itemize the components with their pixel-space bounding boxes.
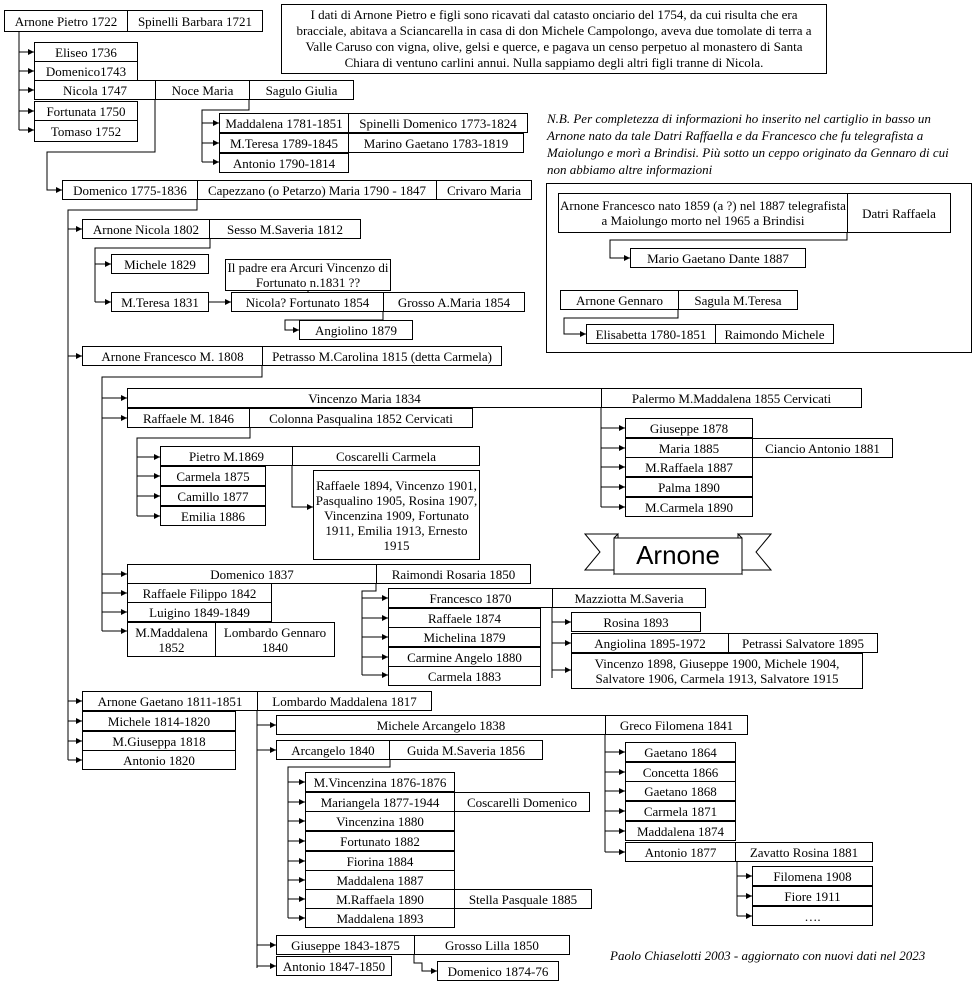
person-box-nicola-fortunato-1854: Nicola? Fortunato 1854 <box>231 292 384 312</box>
person-box-maddalena-1874: Maddalena 1874 <box>625 821 736 841</box>
person-box-marino-gaetano-1783-1819: Marino Gaetano 1783-1819 <box>348 133 524 153</box>
person-box-arcangelo-1840: Arcangelo 1840 <box>276 740 390 760</box>
person-box-maddalena-1781-1851: Maddalena 1781-1851 <box>219 113 349 133</box>
person-box-arnone-gennaro: Arnone Gennaro <box>560 290 679 310</box>
person-box-petrassi-salvatore-1895: Petrassi Salvatore 1895 <box>728 633 878 653</box>
catasto-note: I dati di Arnone Pietro e figli sono ricavati dal catasto onciario del 1754, da cui risulta che era bracciale, abitava a Sciancarella in casa di don Michele Campolongo, aveva due tomolate di terra a Valle Caruso con vigna, olive, gelsi e querce, e pagava un censo perpetuo al monastero di Santa Chiara di ventuno carlini annui. Nulla sappiamo degli altri figli tranne di Nicola. <box>281 4 827 74</box>
person-box-m-giuseppa-1818: M.Giuseppa 1818 <box>82 731 236 751</box>
person-box-stella-pasquale-1885: Stella Pasquale 1885 <box>454 889 592 909</box>
person-box-m-carmela-1890: M.Carmela 1890 <box>625 497 753 517</box>
person-box-antonio-1877: Antonio 1877 <box>625 842 736 862</box>
person-box-m-raffaela-1887: M.Raffaela 1887 <box>625 457 753 477</box>
person-box-vincenzo-maria-1834: Vincenzo Maria 1834 <box>127 388 602 408</box>
person-box-mazziotta-m-saveria: Mazziotta M.Saveria <box>552 588 706 608</box>
person-box-antonio-1820: Antonio 1820 <box>82 750 236 770</box>
person-box-fiore-1911: Fiore 1911 <box>752 886 873 906</box>
person-box-palermo-m-maddalena-1855-cervicati: Palermo M.Maddalena 1855 Cervicati <box>601 388 862 408</box>
person-box-giuseppe-1878: Giuseppe 1878 <box>625 418 753 438</box>
person-box-sagula-m-teresa: Sagula M.Teresa <box>678 290 798 310</box>
person-box-nicola-1747: Nicola 1747 <box>34 80 156 100</box>
person-box-grosso-lilla-1850: Grosso Lilla 1850 <box>414 935 570 955</box>
person-box-antonio-1790-1814: Antonio 1790-1814 <box>219 153 349 173</box>
person-box-m-teresa-1831: M.Teresa 1831 <box>111 292 209 312</box>
banner-title: Arnone <box>636 540 720 570</box>
credit-line: Paolo Chiaselotti 2003 - aggiornato con nuovi dati nel 2023 <box>610 948 926 963</box>
person-box-vincenzina-1880: Vincenzina 1880 <box>305 811 455 831</box>
person-box-michele-1814-1820: Michele 1814-1820 <box>82 711 236 731</box>
person-box-guida-m-saveria-1856: Guida M.Saveria 1856 <box>389 740 543 760</box>
person-box-filomena-1908: Filomena 1908 <box>752 866 873 886</box>
person-box-camillo-1877: Camillo 1877 <box>160 486 266 506</box>
person-box-carmela-1883: Carmela 1883 <box>388 666 541 686</box>
person-box-lombardo-maddalena-1817: Lombardo Maddalena 1817 <box>257 691 432 711</box>
person-box-maddalena-1893: Maddalena 1893 <box>305 908 455 928</box>
person-box-lombardo-gennaro-1840: Lombardo Gennaro 1840 <box>215 622 335 657</box>
person-box-pietro-m-1869: Pietro M.1869 <box>160 446 293 466</box>
person-box-fortunato-1882: Fortunato 1882 <box>305 831 455 851</box>
person-box-domenico-1874-76: Domenico 1874-76 <box>437 961 559 981</box>
person-box-spinelli-barbara-1721: Spinelli Barbara 1721 <box>127 10 263 32</box>
person-box-mariangela-1877-1944: Mariangela 1877-1944 <box>305 792 455 812</box>
person-box-raimondo-michele: Raimondo Michele <box>715 324 834 344</box>
person-box-m-raffaela-1890: M.Raffaela 1890 <box>305 889 455 909</box>
person-box-domenico-1837: Domenico 1837 <box>127 564 377 584</box>
person-box-spinelli-domenico-1773-1824: Spinelli Domenico 1773-1824 <box>348 113 528 133</box>
person-box-michele-1829: Michele 1829 <box>111 254 209 274</box>
person-box-sagulo-giulia: Sagulo Giulia <box>249 80 354 100</box>
person-box-carmela-1871: Carmela 1871 <box>625 801 736 821</box>
person-box-m-teresa-1789-1845: M.Teresa 1789-1845 <box>219 133 349 153</box>
person-box-arnone-francesco-m-1808: Arnone Francesco M. 1808 <box>82 346 263 366</box>
person-box-capezzano-o-petarzo-maria-1790-1847: Capezzano (o Petarzo) Maria 1790 - 1847 <box>197 180 437 200</box>
person-box-m-maddalena-1852: M.Maddalena 1852 <box>127 622 216 657</box>
person-box-colonna-pasqualina-1852-cervicati: Colonna Pasqualina 1852 Cervicati <box>249 408 473 428</box>
person-box-greco-filomena-1841: Greco Filomena 1841 <box>605 715 748 735</box>
person-box-sesso-m-saveria-1812: Sesso M.Saveria 1812 <box>209 219 361 239</box>
person-box-raffaele-1894-vincenzo-1901-pasqualino-1: Raffaele 1894, Vincenzo 1901, Pasqualino 1905, Rosina 1907, Vincenzina 1909, Fortunato 1911, Emilia 1913, Ernesto 1915 <box>313 470 480 560</box>
person-box-carmela-1875: Carmela 1875 <box>160 466 266 486</box>
person-box-raffaele-filippo-1842: Raffaele Filippo 1842 <box>127 583 272 603</box>
person-box-emilia-1886: Emilia 1886 <box>160 506 266 526</box>
person-box-m-vincenzina-1876-1876: M.Vincenzina 1876-1876 <box>305 772 455 792</box>
person-box-crivaro-maria: Crivaro Maria <box>436 180 532 200</box>
person-box-domenico1743: Domenico1743 <box>34 61 138 81</box>
person-box-domenico-1775-1836: Domenico 1775-1836 <box>62 180 198 200</box>
person-box-grosso-a-maria-1854: Grosso A.Maria 1854 <box>383 292 525 312</box>
person-box-tomaso-1752: Tomaso 1752 <box>34 120 138 142</box>
person-box-coscarelli-domenico: Coscarelli Domenico <box>454 792 590 812</box>
person-box-luigino-1849-1849: Luigino 1849-1849 <box>127 602 272 622</box>
person-box-francesco-1870: Francesco 1870 <box>388 588 553 608</box>
person-box-raffaele-m-1846: Raffaele M. 1846 <box>127 408 250 428</box>
person-box-michelina-1879: Michelina 1879 <box>388 627 541 647</box>
person-box-elisabetta-1780-1851: Elisabetta 1780-1851 <box>586 324 716 344</box>
person-box-maddalena-1887: Maddalena 1887 <box>305 870 455 890</box>
person-box-arnone-francesco-nato-1859-a-nel-1887-te: Arnone Francesco nato 1859 (a ?) nel 1887 telegrafista a Maiolungo morto nel 1965 a Brindisi <box>558 193 848 233</box>
person-box-arnone-nicola-1802: Arnone Nicola 1802 <box>82 219 210 239</box>
person-box-palma-1890: Palma 1890 <box>625 477 753 497</box>
person-box-gaetano-1864: Gaetano 1864 <box>625 742 736 762</box>
person-box-michele-arcangelo-1838: Michele Arcangelo 1838 <box>276 715 606 735</box>
person-box-mario-gaetano-dante-1887: Mario Gaetano Dante 1887 <box>630 248 806 268</box>
person-box-carmine-angelo-1880: Carmine Angelo 1880 <box>388 647 541 667</box>
person-box-eliseo-1736: Eliseo 1736 <box>34 42 138 62</box>
person-box-noce-maria: Noce Maria <box>155 80 250 100</box>
person-box-raffaele-1874: Raffaele 1874 <box>388 608 541 628</box>
person-box-datri-raffaela: Datri Raffaela <box>847 193 951 233</box>
person-box-gaetano-1868: Gaetano 1868 <box>625 781 736 801</box>
person-box-vincenzo-1898-giuseppe-1900-michele-1904: Vincenzo 1898, Giuseppe 1900, Michele 1904, Salvatore 1906, Carmela 1913, Salvatore 1915 <box>571 653 863 689</box>
person-box-ciancio-antonio-1881: Ciancio Antonio 1881 <box>752 438 893 458</box>
person-box-il-padre-era-arcuri-vincenzo-di-fortunat: Il padre era Arcuri Vincenzo di Fortunato n.1831 ?? <box>225 259 391 291</box>
person-box-petrasso-m-carolina-1815-detta-carmela: Petrasso M.Carolina 1815 (detta Carmela) <box>262 346 502 366</box>
person-box-fortunata-1750: Fortunata 1750 <box>34 101 138 121</box>
person-box-zavatto-rosina-1881: Zavatto Rosina 1881 <box>735 842 873 862</box>
person-box-angiolina-1895-1972: Angiolina 1895-1972 <box>571 633 729 653</box>
person-box-angiolino-1879: Angiolino 1879 <box>299 320 413 340</box>
person-box-antonio-1847-1850: Antonio 1847-1850 <box>276 956 392 976</box>
person-box-giuseppe-1843-1875: Giuseppe 1843-1875 <box>276 935 415 955</box>
person-box-rosina-1893: Rosina 1893 <box>571 612 701 632</box>
person-box-coscarelli-carmela: Coscarelli Carmela <box>292 446 480 466</box>
person-box-concetta-1866: Concetta 1866 <box>625 762 736 782</box>
nb-note: N.B. Per completezza di informazioni ho inserito nel cartiglio in basso un Arnone nato da tale Datri Raffaella e da Francesco che fu telegrafista a Maiolungo e morì a Brindisi. Più sotto un ceppo originato da Gennaro di cui non abbiamo altre informazioni <box>547 111 949 177</box>
person-box-raimondi-rosaria-1850: Raimondi Rosaria 1850 <box>376 564 531 584</box>
person-box-fiorina-1884: Fiorina 1884 <box>305 851 455 871</box>
person-box-arnone-pietro-1722: Arnone Pietro 1722 <box>4 10 128 32</box>
person-box-arnone-gaetano-1811-1851: Arnone Gaetano 1811-1851 <box>82 691 258 711</box>
person-box-item: …. <box>752 906 873 926</box>
person-box-maria-1885: Maria 1885 <box>625 438 753 458</box>
